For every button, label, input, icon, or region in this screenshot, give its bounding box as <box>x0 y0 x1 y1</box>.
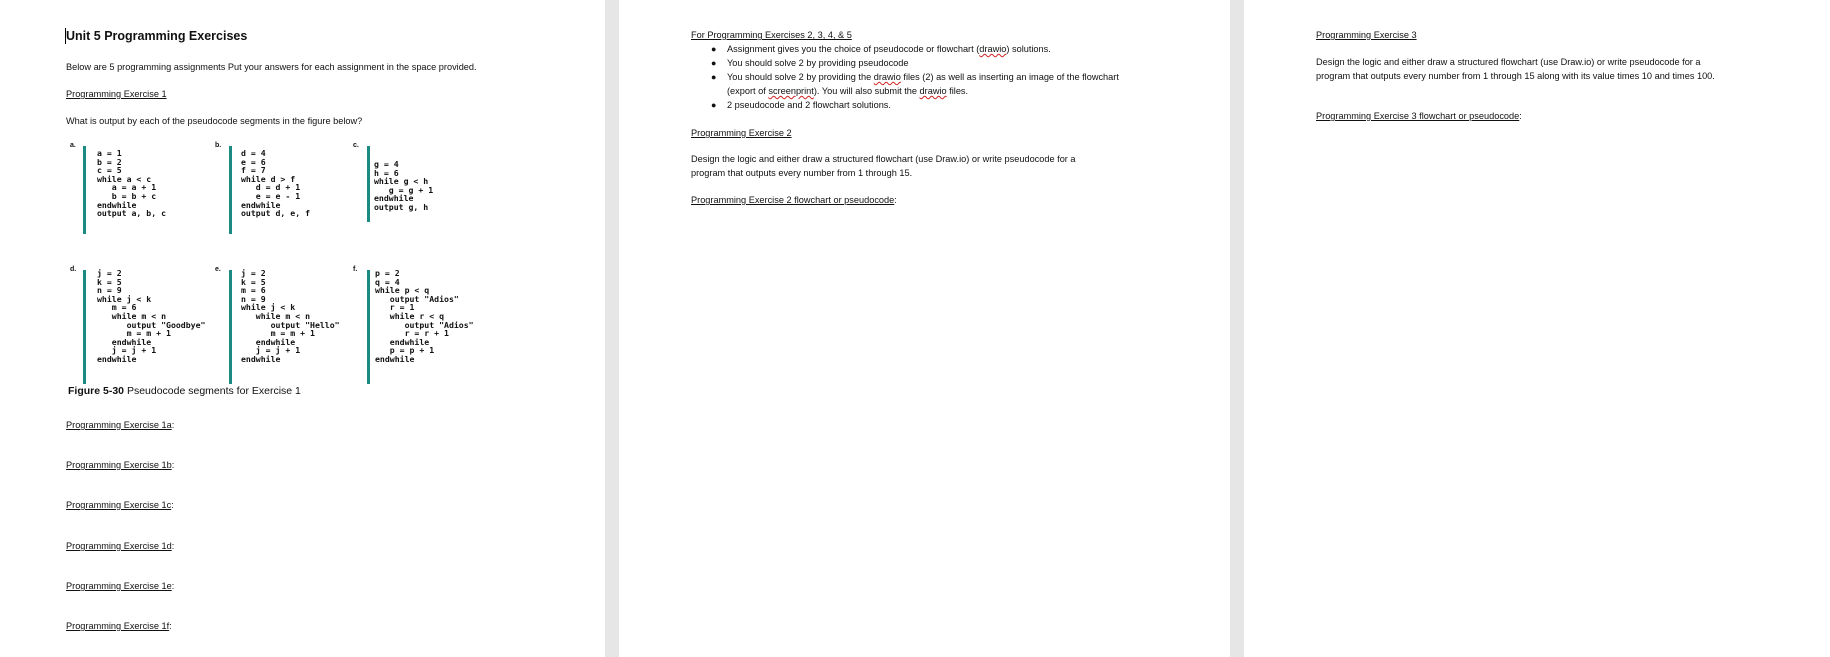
code-label-c: c. <box>353 142 359 149</box>
answer-colon: : <box>171 541 175 551</box>
answer-1c[interactable] <box>66 498 174 512</box>
spellcheck-word[interactable]: drawio <box>919 86 947 96</box>
bullet-item: ● You should solve 2 by providing pseudocode <box>711 58 909 68</box>
exercise-3-answer[interactable] <box>1316 109 1522 123</box>
bullet-continuation: (export of screenprint). You will also submit the drawio files. <box>727 86 969 96</box>
bullet-dot-icon: ● <box>711 100 717 110</box>
spellcheck-word[interactable]: screenprint <box>768 86 814 96</box>
code-block-e: j = 2 k = 5 m = 6 n = 9 while j < k while m < n output "Hello" m = m + 1 endwhile j = j + 1 endwhile <box>241 268 340 364</box>
answer-colon: : <box>894 195 897 205</box>
code-bar-f <box>367 270 370 384</box>
intro-paragraph: Below are 5 programming assignments Put your answers for each assignment in the space provided. <box>66 62 477 72</box>
code-block-d: j = 2 k = 5 n = 9 while j < k m = 6 while m < n output "Goodbye" m = m + 1 endwhile j = j + 1 endwhile <box>97 268 206 364</box>
code-bar-e <box>229 270 232 384</box>
answer-1d-label: Programming Exercise 1d <box>66 541 172 551</box>
exercise-3-answer-label: Programming Exercise 3 flowchart or pseudocode <box>1316 111 1520 121</box>
document-page-3[interactable] <box>1244 0 1830 657</box>
exercise-2-answer[interactable] <box>691 193 897 207</box>
answer-colon: : <box>169 621 172 631</box>
answer-1c-label: Programming Exercise 1c <box>66 500 172 510</box>
answer-colon: : <box>1519 111 1522 121</box>
answer-1a[interactable] <box>66 418 174 432</box>
exercise-1-question: What is output by each of the pseudocode segments in the figure below? <box>66 116 363 126</box>
exercise-2-line-1: Design the logic and either draw a structured flowchart (use Draw.io) or write pseudocode for a <box>691 154 1076 164</box>
answer-colon: : <box>171 581 175 591</box>
instruction-bullet-list <box>706 42 1176 112</box>
bullet-dot-icon: ● <box>711 72 717 82</box>
answer-colon: : <box>171 460 175 470</box>
bullet-item: ● Assignment gives you the choice of pseudocode or flowchart (drawio) solutions. <box>711 44 1051 54</box>
exercise-3-line-2: program that outputs every number from 1 through 15 along with its value times 10 and times 100. <box>1316 71 1715 81</box>
code-bar-a <box>83 146 86 234</box>
answer-colon: : <box>171 420 175 430</box>
figure-caption <box>68 385 301 397</box>
bullet-item: ● 2 pseudocode and 2 flowchart solutions. <box>711 100 891 110</box>
bullet-item: ● You should solve 2 by providing the drawio files (2) as well as inserting an image of the flowchart <box>711 72 1119 82</box>
figure-caption-text: Pseudocode segments for Exercise 1 <box>124 385 301 397</box>
spellcheck-word[interactable]: drawio <box>979 44 1007 54</box>
answer-1e-label: Programming Exercise 1e <box>66 581 172 591</box>
code-block-b: d = 4 e = 6 f = 7 while d > f d = d + 1 e = e - 1 endwhile output d, e, f <box>241 148 311 219</box>
exercise-3-heading: Programming Exercise 3 <box>1316 30 1417 40</box>
spellcheck-word[interactable]: drawio <box>873 72 901 82</box>
answer-1f[interactable] <box>66 619 172 633</box>
answer-1a-label: Programming Exercise 1a <box>66 420 172 430</box>
code-bar-d <box>83 270 86 384</box>
code-label-d: d. <box>70 266 77 273</box>
answer-1f-label: Programming Exercise 1f <box>66 621 170 631</box>
code-block-c: g = 4 h = 6 while g < h g = g + 1 endwhile output g, h <box>374 159 434 212</box>
for-exercises-heading: For Programming Exercises 2, 3, 4, & 5 <box>691 30 852 40</box>
exercise-3-line-1: Design the logic and either draw a structured flowchart (use Draw.io) or write pseudocode for a <box>1316 57 1701 67</box>
code-block-a: a = 1 b = 2 c = 5 while a < c a = a + 1 b = b + c endwhile output a, b, c <box>97 148 167 219</box>
exercise-2-heading: Programming Exercise 2 <box>691 128 792 138</box>
code-label-f: f. <box>353 266 358 273</box>
exercise-2-answer-label: Programming Exercise 2 flowchart or pseudocode <box>691 195 895 205</box>
code-label-a: a. <box>70 142 76 149</box>
bullet-dot-icon: ● <box>711 44 717 54</box>
document-title: Unit 5 Programming Exercises <box>66 29 248 43</box>
answer-1b-label: Programming Exercise 1b <box>66 460 172 470</box>
answer-colon: : <box>171 500 174 510</box>
code-label-b: b. <box>215 142 222 149</box>
code-label-e: e. <box>215 266 221 273</box>
answer-1e[interactable] <box>66 579 174 593</box>
figure-number: Figure 5-30 <box>68 385 125 397</box>
answer-1b[interactable] <box>66 458 174 472</box>
code-bar-b <box>229 146 232 234</box>
exercise-2-line-2: program that outputs every number from 1 through 15. <box>691 168 913 178</box>
bullet-dot-icon: ● <box>711 58 717 68</box>
code-bar-c <box>367 146 370 222</box>
code-block-f: p = 2 q = 4 while p < q output "Adios" r = 1 while r < q output "Adios" r = r + 1 endwhile p = p + 1 endwhile <box>375 268 474 364</box>
exercise-1-heading: Programming Exercise 1 <box>66 89 167 99</box>
document-page-1[interactable] <box>0 0 605 657</box>
answer-1d[interactable] <box>66 539 174 553</box>
